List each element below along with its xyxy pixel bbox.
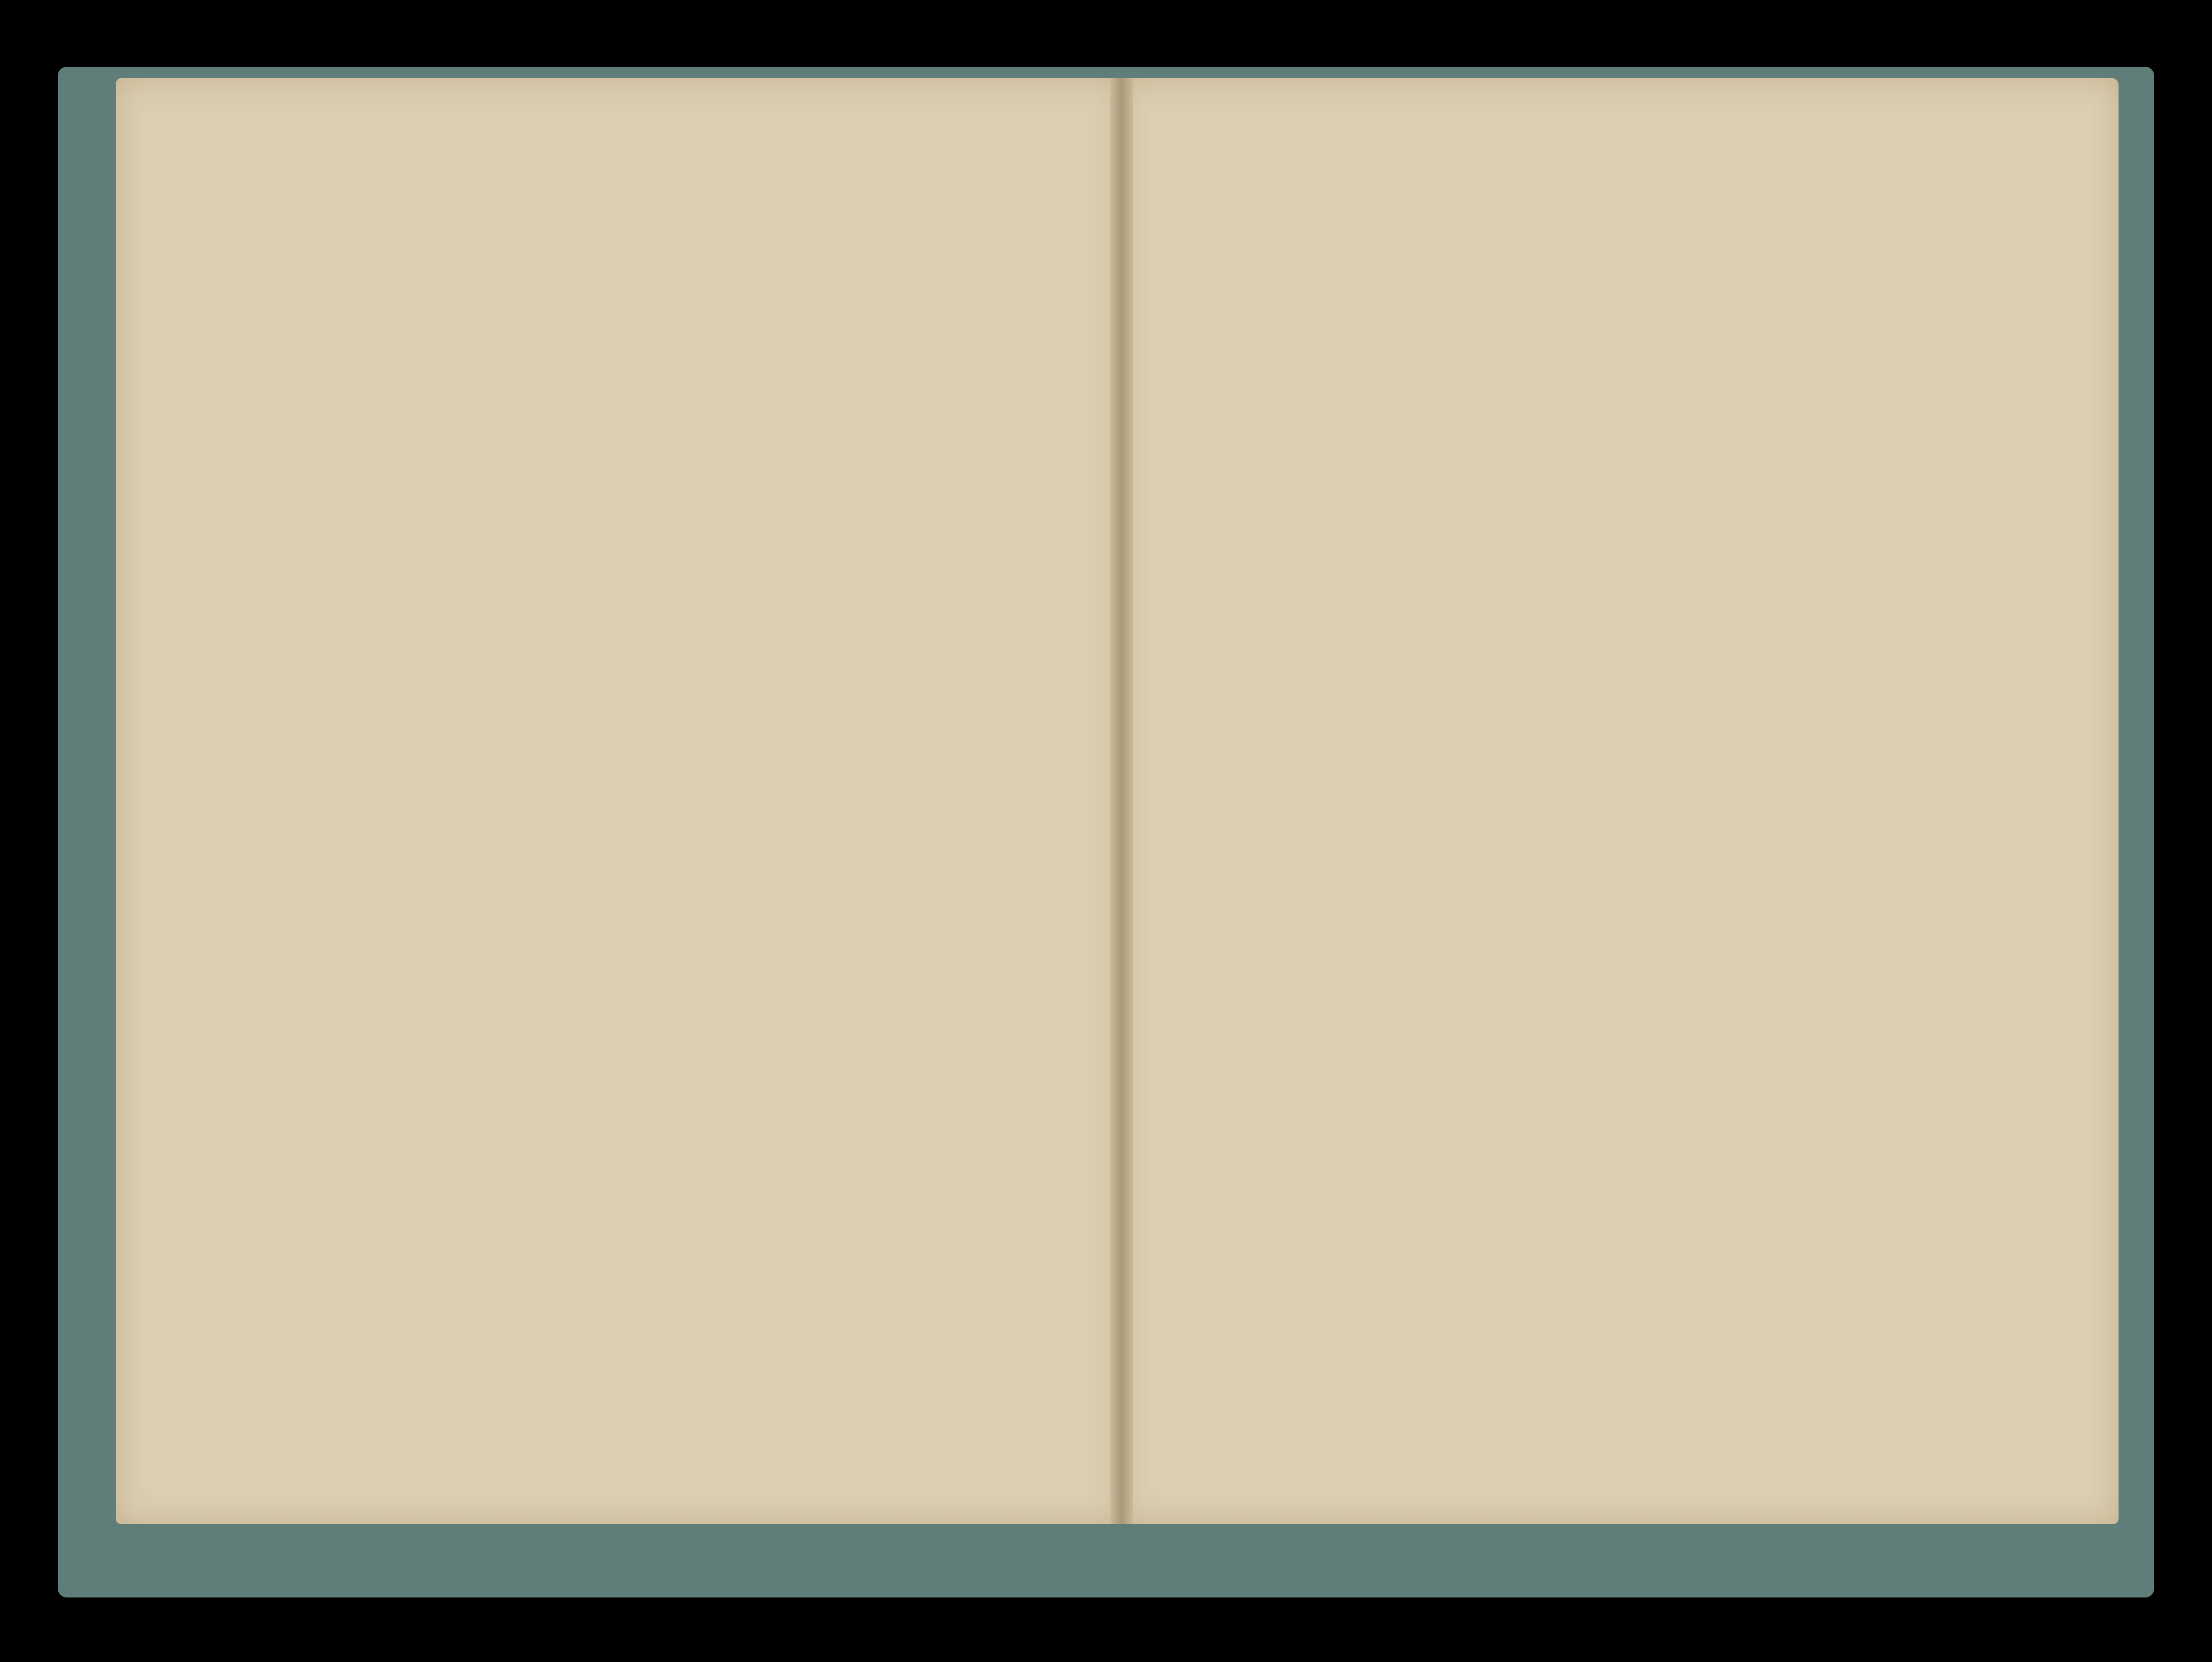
book-spine (1110, 78, 1133, 1524)
right-page (1122, 78, 2119, 1524)
left-page (116, 78, 1122, 1524)
